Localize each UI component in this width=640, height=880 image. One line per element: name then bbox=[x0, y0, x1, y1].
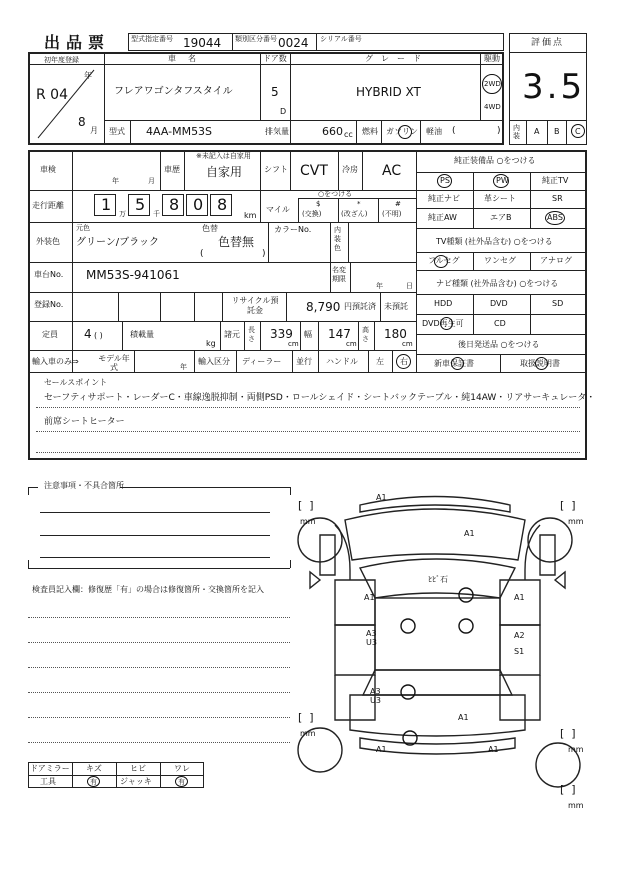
form-title: 出品票 bbox=[44, 33, 111, 52]
later-warranty: 新車保証書 bbox=[434, 359, 474, 368]
reg-no-label: 登録No. bbox=[34, 300, 64, 309]
category-label: 類別区分番号 bbox=[235, 35, 277, 43]
unknown-symbol: # bbox=[395, 200, 401, 208]
mileage-sen: 千 bbox=[153, 210, 160, 218]
mileage-digit-1: 1 bbox=[101, 195, 112, 214]
tire-mm-spare: mm bbox=[568, 801, 584, 810]
mileage-man: 万 bbox=[119, 210, 126, 218]
mileage-digit-2: 5 bbox=[135, 195, 146, 214]
warranty-circle bbox=[451, 357, 464, 370]
original-color-label: 元色 bbox=[76, 224, 90, 232]
car-name-label: 車名 bbox=[168, 54, 208, 63]
mile-label: マイル bbox=[266, 205, 290, 214]
evaluation-label: 評価点 bbox=[531, 38, 565, 48]
mileage-digit-4: 0 bbox=[193, 195, 204, 214]
legend-scratch: キズ bbox=[86, 764, 102, 773]
fuel-light-oil: 軽油 bbox=[426, 127, 442, 136]
mark-rear-gate: A1 bbox=[458, 713, 469, 722]
height-value: 180 bbox=[384, 327, 407, 341]
width-value: 147 bbox=[328, 327, 351, 341]
tamper-symbol: * bbox=[357, 200, 361, 208]
swap-label: (交換) bbox=[302, 210, 322, 218]
fuel-selected-circle bbox=[398, 125, 412, 139]
color-paren-close: ) bbox=[262, 249, 266, 259]
manual-circle bbox=[535, 357, 548, 370]
length-label: 長さ bbox=[248, 326, 255, 343]
chassis-label: 車台No. bbox=[34, 270, 64, 279]
dealer-label: ディーラー bbox=[242, 357, 282, 366]
caution-label: 注意事項・不具合箇所 bbox=[44, 481, 124, 490]
year-unit: 年 bbox=[84, 71, 92, 80]
mark-right-rear-door-2: S1 bbox=[514, 647, 525, 656]
drive-2wd: 2WD bbox=[484, 80, 501, 88]
drive-4wd: 4WD bbox=[484, 103, 501, 111]
first-reg-label: 初年度登録 bbox=[44, 56, 79, 64]
doors-label: ドア数 bbox=[263, 54, 287, 63]
tire-bracket-fl: [ ] bbox=[298, 499, 314, 512]
length-value: 339 bbox=[270, 327, 293, 341]
later-shipment-label: 後日発送品 ○をつける bbox=[458, 340, 540, 349]
import-category-label: 輸入区分 bbox=[198, 357, 230, 366]
fullseg-circle bbox=[434, 255, 448, 268]
dims-label: 諸元 bbox=[224, 330, 240, 339]
fuel-label: 燃料 bbox=[362, 127, 378, 136]
mark-bonnet: A1 bbox=[464, 529, 475, 538]
recycle-not-deposited: 未預託 bbox=[384, 302, 408, 311]
mileage-label: 走行距離 bbox=[32, 201, 64, 210]
model-label: 型式 bbox=[109, 127, 125, 136]
recycle-value: 8,790 bbox=[306, 300, 341, 314]
evaluation-score: 3.5 bbox=[522, 67, 586, 107]
model-designation-label: 型式指定番号 bbox=[131, 35, 173, 43]
navi-dvd-playable: DVD再生可 bbox=[422, 319, 464, 328]
sales-points-line-2: 前席シートヒーター bbox=[44, 417, 125, 427]
height-unit: cm bbox=[402, 340, 413, 348]
equip-sr: SR bbox=[552, 194, 563, 203]
equip-genuine-aw: 純正AW bbox=[428, 213, 457, 222]
tv-fullseg: フルセグ bbox=[428, 256, 460, 265]
mileage-mark-label: ○をつける bbox=[318, 190, 353, 198]
sales-points-line-1: セーフティサポート・レーダーC・車線逸脱抑制・両側PSD・ロールシェイド・シートバックテーブル・純14AW・リアサーキュレータ・ bbox=[44, 393, 596, 403]
navi-hdd: HDD bbox=[434, 299, 453, 308]
tv-analog: アナログ bbox=[540, 256, 572, 265]
load-unit: kg bbox=[206, 339, 216, 348]
genuine-equipment-label: 純正装備品 ○をつける bbox=[454, 156, 536, 165]
category-value: 0024 bbox=[278, 36, 309, 50]
tools-circle bbox=[87, 776, 100, 787]
width-unit: cm bbox=[346, 340, 357, 348]
legend-crack: ヒビ bbox=[130, 764, 146, 773]
mark-left-rear-door-2: U3 bbox=[366, 638, 377, 647]
doors-value: 5 bbox=[271, 85, 279, 99]
interior-b: B bbox=[554, 127, 560, 136]
ac-value: AC bbox=[382, 163, 402, 179]
car-name: フレアワゴンタフスタイル bbox=[114, 86, 233, 97]
handle-right: 右 bbox=[400, 357, 408, 366]
interior-selected-circle bbox=[571, 124, 585, 138]
capacity-label: 定員 bbox=[42, 330, 58, 339]
mark-left-front-door: A1 bbox=[364, 593, 375, 602]
pw-circle bbox=[493, 174, 509, 188]
capacity-value: 4 bbox=[84, 327, 92, 341]
tv-type-label: TV種類 (社外品含む) ○をつける bbox=[436, 237, 553, 246]
name-change-day: 日 bbox=[406, 282, 413, 290]
equip-pw: PW bbox=[496, 176, 509, 185]
sales-points-label: セールスポイント bbox=[44, 378, 108, 387]
model-year-label: モデル年式 bbox=[98, 354, 130, 372]
chassis-value: MM53S-941061 bbox=[86, 268, 180, 282]
mileage-digit-3: 8 bbox=[169, 195, 180, 214]
car-damage-diagram bbox=[290, 480, 590, 820]
color-no-label: カラーNo. bbox=[274, 225, 312, 234]
serial-label: シリアル番号 bbox=[320, 35, 362, 43]
month-unit: 月 bbox=[90, 126, 98, 135]
dvd-playable-circle bbox=[440, 317, 453, 330]
history-note: ※未記入は自家用 bbox=[196, 152, 251, 160]
displacement-unit: cc bbox=[344, 130, 353, 139]
length-unit: cm bbox=[288, 340, 299, 348]
mark-right-front-door: A1 bbox=[514, 593, 525, 602]
equip-leather-seat: 革シート bbox=[484, 194, 516, 203]
displacement-label: 排気量 bbox=[265, 127, 289, 136]
name-change-label: 名変期限 bbox=[332, 266, 346, 283]
interior-label: 内装 bbox=[513, 124, 520, 140]
navi-sd: SD bbox=[552, 299, 564, 308]
interior-a: A bbox=[534, 127, 540, 136]
fuel-gasoline: ガソリン bbox=[386, 127, 418, 136]
legend-break: ワレ bbox=[174, 764, 190, 773]
model-value: 4AA-MM53S bbox=[146, 125, 213, 138]
mark-rear-left-2: U3 bbox=[370, 696, 381, 705]
recycle-deposited: 円預託済 bbox=[344, 302, 376, 311]
shift-value: CVT bbox=[300, 163, 328, 179]
shift-label: シフト bbox=[264, 165, 288, 174]
interior-c: C bbox=[575, 127, 581, 136]
displacement-value: 660 bbox=[322, 125, 343, 138]
legend-tools: 工具 bbox=[40, 777, 56, 786]
inspection-label: 車検 bbox=[40, 165, 56, 174]
legend-door-mirror: ドアミラー bbox=[30, 764, 70, 773]
legend-jack: ジャッキ bbox=[120, 777, 152, 786]
drive-label: 駆動 bbox=[484, 54, 500, 63]
tire-mm-rl: mm bbox=[300, 729, 316, 738]
parallel-label: 並行 bbox=[296, 357, 312, 366]
abs-circle bbox=[545, 211, 565, 225]
height-label: 高さ bbox=[362, 326, 369, 343]
registration-era: R 04 bbox=[36, 87, 68, 103]
inspection-month: 月 bbox=[148, 177, 155, 185]
mileage-digit-5: 8 bbox=[217, 195, 228, 214]
capacity-paren: ( ) bbox=[94, 331, 103, 340]
mark-rear-bumper-right: A1 bbox=[488, 745, 499, 754]
swap-symbol: $ bbox=[316, 200, 321, 208]
handle-selected-circle bbox=[396, 354, 411, 369]
fuel-bracket-close: ) bbox=[497, 126, 501, 136]
mark-rear-left-1: A3 bbox=[370, 687, 381, 696]
tire-bracket-fr: [ ] bbox=[560, 499, 576, 512]
grade-value: HYBRID XT bbox=[356, 85, 421, 99]
inspection-year: 年 bbox=[112, 177, 119, 185]
tire-bracket-spare: [ ] bbox=[560, 783, 576, 796]
navi-type-label: ナビ種類 (社外品含む) ○をつける bbox=[436, 279, 559, 288]
mark-windshield: ﾋﾋﾞ石 bbox=[428, 575, 448, 584]
legend-tools-present: 有 bbox=[90, 778, 97, 786]
color-change-label: 色替 bbox=[202, 224, 218, 233]
mileage-unit: km bbox=[244, 211, 257, 220]
history-value: 自家用 bbox=[206, 165, 243, 179]
tire-bracket-rr: [ ] bbox=[560, 727, 576, 740]
later-manual: 取扱説明書 bbox=[520, 359, 560, 368]
width-label: 幅 bbox=[304, 330, 312, 339]
model-year-unit: 年 bbox=[180, 363, 187, 371]
name-change-year: 年 bbox=[376, 282, 383, 290]
color-changed-value: 色替無 bbox=[218, 235, 255, 249]
ac-label: 冷房 bbox=[342, 165, 358, 174]
history-label: 車歴 bbox=[164, 165, 180, 174]
ps-circle bbox=[437, 174, 452, 188]
recycle-label: リサイクル預託金 bbox=[231, 296, 279, 315]
equip-ps: PS bbox=[440, 176, 450, 185]
equip-abs: ABS bbox=[547, 213, 563, 222]
door-suffix: D bbox=[280, 107, 287, 116]
grade-label: グレード bbox=[365, 54, 429, 63]
navi-dvd: DVD bbox=[490, 299, 508, 308]
legend-jack-present: 有 bbox=[178, 778, 185, 786]
registration-month: 8 bbox=[78, 115, 86, 129]
original-color: グリーン/ブラック bbox=[76, 237, 159, 248]
tire-mm-rr: mm bbox=[568, 745, 584, 754]
navi-cd: CD bbox=[494, 319, 506, 328]
mark-rear-bumper-left: A1 bbox=[376, 745, 387, 754]
handle-left: 左 bbox=[376, 357, 384, 366]
tamper-label: (改ざん) bbox=[341, 210, 368, 218]
load-label: 積載量 bbox=[130, 330, 154, 339]
tv-oneseg: ワンセグ bbox=[484, 256, 516, 265]
equip-genuine-navi: 純正ナビ bbox=[428, 194, 460, 203]
tire-mm-fr: mm bbox=[568, 517, 584, 526]
tire-bracket-rl: [ ] bbox=[298, 711, 314, 724]
mark-left-rear-door-1: A3 bbox=[366, 629, 377, 638]
tire-mm-fl: mm bbox=[300, 517, 316, 526]
mark-front-bumper: A1 bbox=[376, 493, 387, 502]
jack-circle bbox=[175, 776, 188, 787]
mark-right-rear-door-1: A2 bbox=[514, 631, 525, 640]
import-label: 輸入車のみ⇒ bbox=[32, 357, 79, 366]
color-paren-open: ( bbox=[200, 249, 204, 259]
handle-label: ハンドル bbox=[326, 357, 358, 366]
exterior-label: 外装色 bbox=[36, 237, 60, 246]
unknown-label: (不明) bbox=[382, 210, 402, 218]
inspector-label: 検査員記入欄：修復歴「有」の場合は修復箇所・交換箇所を記入 bbox=[32, 585, 264, 594]
model-designation-value: 19044 bbox=[183, 36, 222, 50]
equip-genuine-tv: 純正TV bbox=[542, 176, 569, 185]
fuel-bracket-open: ( bbox=[452, 126, 456, 136]
equip-airbag: エアB bbox=[490, 213, 512, 222]
interior-color-label: 内装色 bbox=[334, 226, 341, 252]
